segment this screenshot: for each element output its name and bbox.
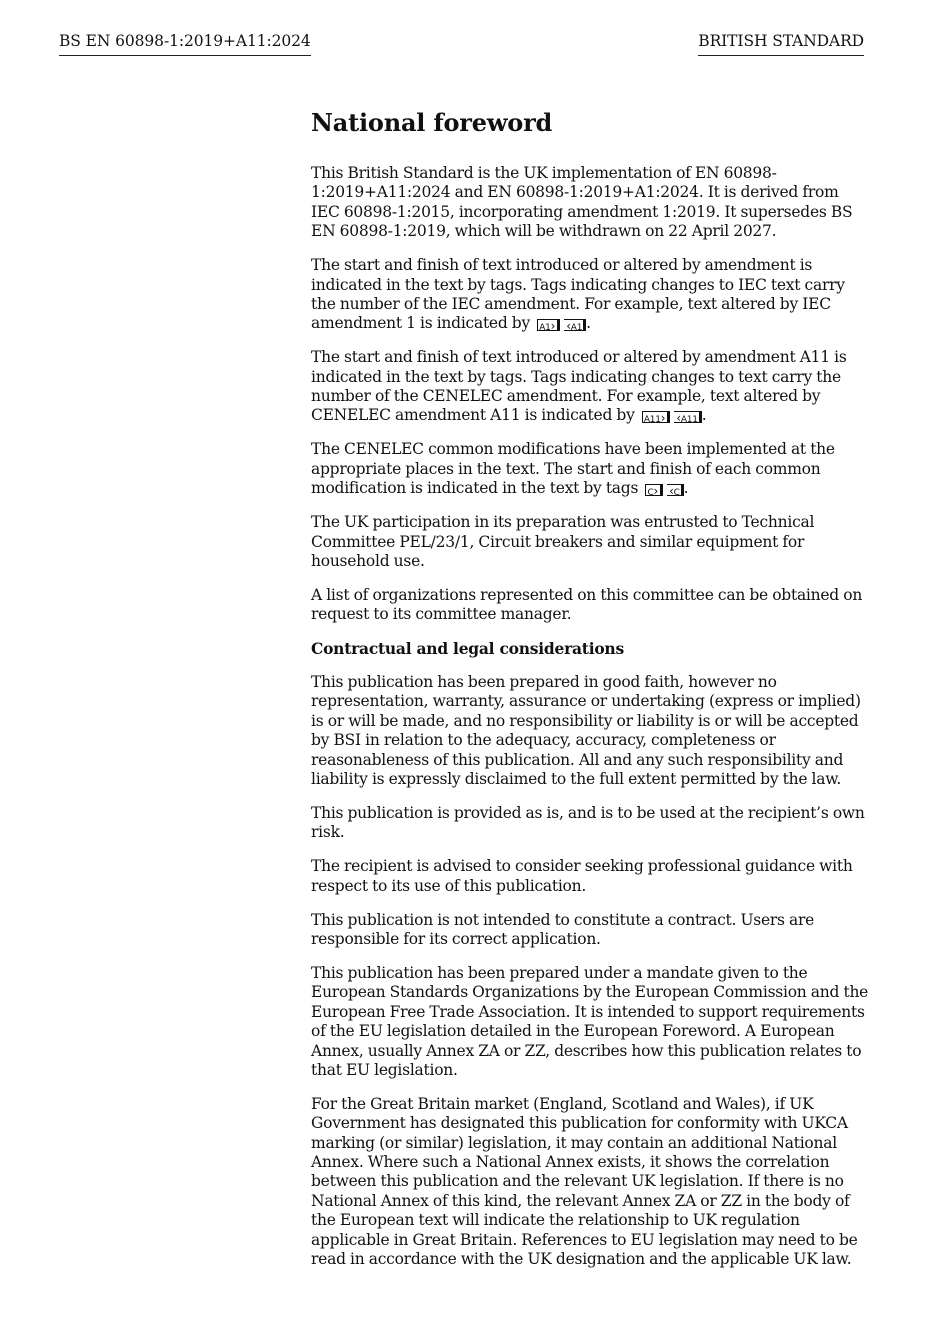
paragraph-good-faith: This publication has been prepared in good faith, however no representation, warranty, assurance or undertaking (express or implied) is or will be made, and no responsibility or liability is or will be accepted by BSI in relation to the adequacy, accuracy, completeness or reasonableness of this publication. All and any such responsibility and liability is expressly disclaimed to the full extent permitted by the law. xyxy=(311,673,861,789)
paragraph-implementation: This British Standard is the UK implementation of EN 60898-1:2019+A11:2024 and EN 60898-1:2019+A1:2024. It is derived from IEC 60898-1:2015, incorporating amendment 1:2019. It supersedes BS EN 60898-1:2019, which will be withdrawn on 22 April 2027. xyxy=(311,164,853,241)
amendment-open-tag-icon: A1 › xyxy=(537,319,560,331)
paragraph-committee: The UK participation in its preparation was entrusted to Technical Committee PEL/23/1, Circuit breakers and similar equipment for household use. xyxy=(311,513,815,570)
amendment-close-tag-icon: ‹ A11 xyxy=(674,411,701,423)
amendment-open-tag-icon: A11 › xyxy=(642,411,670,423)
paragraph-mandate: This publication has been prepared under a mandate given to the European Standards Organizations by the European Commission and the European Free Trade Association. It is intended to support requirements of the EU legislation detailed in the European Foreword. A European Annex, usually Annex ZA or ZZ, describes how this publication relates to that EU legislation. xyxy=(311,963,869,1079)
paragraph-guidance: The recipient is advised to consider seeking professional guidance with respect to its use of this publication. xyxy=(311,857,853,895)
paragraph-text: The start and finish of text introduced or altered by amendment A11 is indicated in the text by tags. Tags indicating changes to text carry the number of the CENELEC amendment. For example, text altered by CENELEC amendment A11 is indicated by xyxy=(311,348,847,425)
section-heading: Contractual and legal considerations xyxy=(311,639,624,659)
publisher-label: BRITISH STANDARD xyxy=(698,31,864,56)
period: . xyxy=(701,406,707,425)
document-reference: BS EN 60898-1:2019+A11:2024 xyxy=(59,31,311,56)
page-title: National foreword xyxy=(311,108,553,137)
paragraph-text: The CENELEC common modifications have been implemented at the appropriate places in the text. The start and finish of each common modification is indicated in the text by tags xyxy=(311,440,835,498)
paragraph-organizations: A list of organizations represented on this committee can be obtained on request to its committee manager. xyxy=(311,585,863,624)
paragraph-contract: This publication is not intended to constitute a contract. Users are responsible for its correct application. xyxy=(311,910,815,948)
modification-open-tag-icon: C › xyxy=(645,484,663,496)
modification-close-tag-icon: ‹ C xyxy=(667,484,684,496)
paragraph-gb-market: For the Great Britain market (England, Scotland and Wales), if UK Government has designated this publication for conformity with UKCA marking (or similar) legislation, it may contain an additional National Annex. Where such a National Annex exists, it shows the correlation between this publication and the relevant UK legislation. If there is no National Annex of this kind, the relevant Annex ZA or ZZ in the body of the European text will indicate the relationship to UK regulation applicable in Great Britain. References to EU legislation may need to be read in accordance with the UK designation and the applicable UK law. xyxy=(311,1094,858,1269)
paragraph-cenelec-tags xyxy=(311,348,871,426)
amendment-close-tag-icon: ‹ A1 xyxy=(564,319,586,331)
period: . xyxy=(683,479,689,498)
paragraph-iec-tags xyxy=(311,256,871,334)
main-content xyxy=(311,108,871,1284)
paragraph-own-risk: This publication is provided as is, and is to be used at the recipient’s own risk. xyxy=(311,803,865,842)
paragraph-text: The start and finish of text introduced or altered by amendment is indicated in the text by tags. Tags indicating changes to IEC text carry the number of the IEC amendment. For example, text altered by IEC amendment 1 is indicated by xyxy=(311,256,845,333)
paragraph-common-modifications xyxy=(311,440,871,498)
period: . xyxy=(586,314,591,333)
